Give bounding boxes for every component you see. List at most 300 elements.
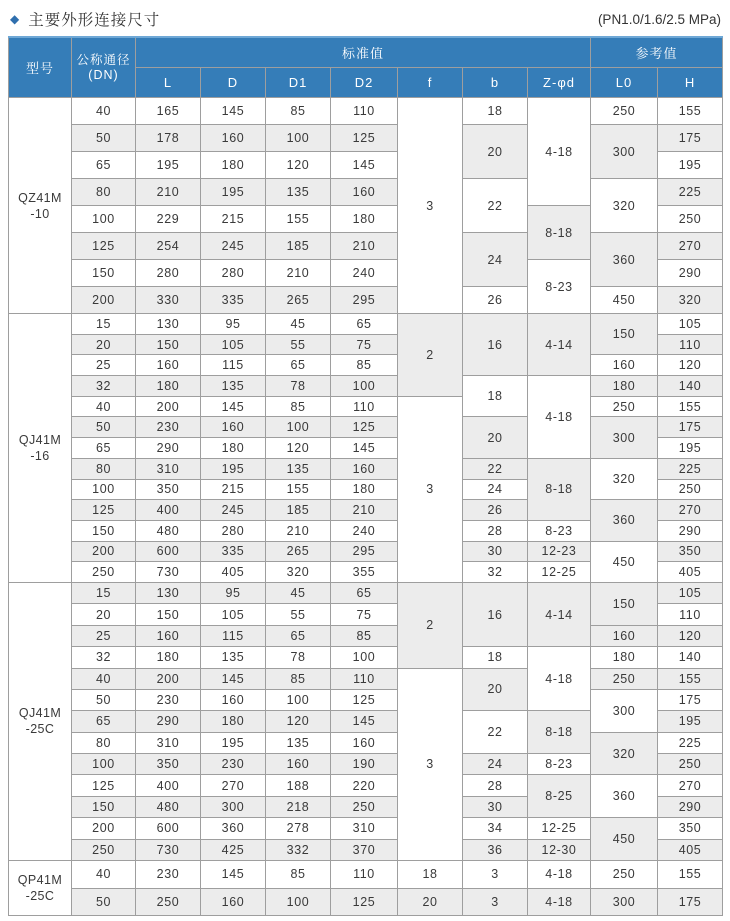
d-cell: 360 [201,818,266,839]
d1-cell: 100 [266,888,331,916]
d2-cell: 190 [331,754,398,775]
h-cell: 270 [658,233,723,260]
b-cell: 18 [463,98,528,125]
d1-cell: 135 [266,732,331,753]
l0-cell: 150 [591,314,658,355]
h-cell: 110 [658,604,723,625]
dn-cell: 25 [72,625,136,646]
f-cell: 2 [398,314,463,397]
z-cell: 8-18 [528,711,591,754]
model-line2: -25C [25,722,55,737]
header-reference-group: 参考值 [591,37,723,68]
d1-cell: 100 [266,125,331,152]
h-cell: 120 [658,625,723,646]
l-cell: 200 [136,668,201,689]
dn-cell: 125 [72,233,136,260]
d-cell: 145 [201,668,266,689]
l-cell: 150 [136,604,201,625]
l0-cell: 300 [591,417,658,458]
d-cell: 95 [201,314,266,335]
d2-cell: 125 [331,888,398,916]
z-cell: 12-25 [528,562,591,583]
table-row [9,861,723,889]
d1-cell: 265 [266,541,331,562]
h-cell: 195 [658,711,723,732]
dn-cell: 100 [72,479,136,500]
d2-cell: 295 [331,287,398,314]
d2-cell: 125 [331,689,398,710]
d2-cell: 160 [331,458,398,479]
dn-cell: 200 [72,287,136,314]
d1-cell: 120 [266,438,331,459]
d-cell: 135 [201,647,266,668]
l-cell: 350 [136,754,201,775]
header-model: 型号 [9,37,72,98]
b-cell: 30 [463,541,528,562]
l0-cell: 160 [591,355,658,376]
d2-cell: 85 [331,355,398,376]
d-cell: 280 [201,520,266,541]
l-cell: 180 [136,376,201,397]
z-cell: 12-25 [528,818,591,839]
l0-cell: 320 [591,458,658,499]
h-cell: 350 [658,541,723,562]
d1-cell: 120 [266,711,331,732]
dn-cell: 80 [72,458,136,479]
table-row [9,376,723,397]
d2-cell: 65 [331,314,398,335]
header-col-d: D [201,68,266,98]
h-cell: 175 [658,125,723,152]
f-cell: 18 [398,861,463,889]
f-cell: 3 [398,668,463,861]
h-cell: 350 [658,818,723,839]
l-cell: 195 [136,152,201,179]
header-dn-line2: (DN) [88,67,119,82]
d-cell: 115 [201,355,266,376]
d2-cell: 180 [331,206,398,233]
d1-cell: 188 [266,775,331,796]
dn-cell: 65 [72,438,136,459]
dn-cell: 80 [72,732,136,753]
l-cell: 230 [136,417,201,438]
table-row [9,98,723,125]
dn-cell: 200 [72,541,136,562]
d-cell: 405 [201,562,266,583]
l0-cell: 450 [591,818,658,861]
d-cell: 335 [201,541,266,562]
l-cell: 210 [136,179,201,206]
z-cell: 4-18 [528,98,591,206]
l-cell: 480 [136,520,201,541]
d2-cell: 110 [331,861,398,889]
z-cell: 4-18 [528,647,591,711]
dn-cell: 40 [72,396,136,417]
table-row [9,500,723,521]
table-row [9,582,723,603]
d-cell: 195 [201,179,266,206]
table-row [9,287,723,314]
h-cell: 105 [658,314,723,335]
d1-cell: 320 [266,562,331,583]
table-row [9,668,723,689]
d2-cell: 125 [331,125,398,152]
d-cell: 195 [201,732,266,753]
d1-cell: 55 [266,334,331,355]
b-cell: 26 [463,287,528,314]
d2-cell: 145 [331,711,398,732]
table-row [9,888,723,916]
dn-cell: 65 [72,152,136,179]
h-cell: 110 [658,334,723,355]
l-cell: 150 [136,334,201,355]
d1-cell: 120 [266,152,331,179]
d1-cell: 78 [266,376,331,397]
l0-cell: 250 [591,861,658,889]
header-col-d2: D2 [331,68,398,98]
l-cell: 130 [136,582,201,603]
model-line2: -10 [30,206,50,221]
table-row [9,458,723,479]
dn-cell: 150 [72,520,136,541]
d2-cell: 210 [331,500,398,521]
b-cell: 20 [463,668,528,711]
h-cell: 175 [658,689,723,710]
d2-cell: 355 [331,562,398,583]
b-cell: 22 [463,458,528,479]
d1-cell: 210 [266,520,331,541]
d2-cell: 110 [331,668,398,689]
model-line1: QJ41M [18,432,62,447]
h-cell: 250 [658,479,723,500]
table-row [9,647,723,668]
d2-cell: 240 [331,260,398,287]
l-cell: 310 [136,458,201,479]
b-cell: 3 [463,888,528,916]
model-line1: QZ41M [18,190,62,205]
d-cell: 105 [201,604,266,625]
d1-cell: 185 [266,500,331,521]
table-row [9,625,723,646]
l-cell: 165 [136,98,201,125]
d-cell: 195 [201,458,266,479]
d2-cell: 85 [331,625,398,646]
b-cell: 18 [463,647,528,668]
b-cell: 18 [463,376,528,417]
b-cell: 26 [463,500,528,521]
l0-cell: 300 [591,689,658,732]
l-cell: 130 [136,314,201,335]
d1-cell: 78 [266,647,331,668]
d1-cell: 45 [266,314,331,335]
d2-cell: 75 [331,604,398,625]
table-row [9,818,723,839]
d1-cell: 265 [266,287,331,314]
d-cell: 230 [201,754,266,775]
d1-cell: 155 [266,206,331,233]
h-cell: 270 [658,500,723,521]
d-cell: 95 [201,582,266,603]
l0-cell: 150 [591,582,658,625]
l-cell: 730 [136,562,201,583]
dn-cell: 50 [72,689,136,710]
d2-cell: 145 [331,152,398,179]
l0-cell: 250 [591,396,658,417]
d1-cell: 135 [266,458,331,479]
l-cell: 600 [136,541,201,562]
d2-cell: 240 [331,520,398,541]
dn-cell: 200 [72,818,136,839]
b-cell: 16 [463,582,528,646]
dn-cell: 50 [72,417,136,438]
h-cell: 225 [658,732,723,753]
l0-cell: 360 [591,775,658,818]
z-cell: 8-23 [528,520,591,541]
l-cell: 330 [136,287,201,314]
model-line2: -16 [30,448,50,463]
dn-cell: 15 [72,314,136,335]
h-cell: 250 [658,754,723,775]
b-cell: 28 [463,520,528,541]
z-cell: 8-25 [528,775,591,818]
l0-cell: 450 [591,541,658,582]
l-cell: 178 [136,125,201,152]
dn-cell: 125 [72,775,136,796]
b-cell: 32 [463,562,528,583]
table-row [9,396,723,417]
h-cell: 175 [658,888,723,916]
d-cell: 135 [201,376,266,397]
diamond-bullet-icon: ◆ [10,12,20,26]
d1-cell: 55 [266,604,331,625]
l-cell: 229 [136,206,201,233]
h-cell: 270 [658,775,723,796]
table-row [9,417,723,438]
z-cell: 8-18 [528,458,591,520]
l-cell: 480 [136,796,201,817]
d1-cell: 185 [266,233,331,260]
d-cell: 180 [201,152,266,179]
l-cell: 250 [136,888,201,916]
d-cell: 280 [201,260,266,287]
d-cell: 180 [201,438,266,459]
l0-cell: 250 [591,98,658,125]
l0-cell: 300 [591,125,658,179]
dn-cell: 65 [72,711,136,732]
table-row [9,775,723,796]
header-dn-line1: 公称通径 [76,52,131,67]
z-cell: 4-18 [528,888,591,916]
dn-cell: 150 [72,260,136,287]
l-cell: 400 [136,500,201,521]
d2-cell: 160 [331,732,398,753]
h-cell: 290 [658,520,723,541]
header-col-f: f [398,68,463,98]
d2-cell: 110 [331,98,398,125]
b-cell: 20 [463,125,528,179]
l-cell: 290 [136,438,201,459]
f-cell: 3 [398,396,463,582]
table-row [9,541,723,562]
dn-cell: 20 [72,334,136,355]
b-cell: 28 [463,775,528,796]
d-cell: 245 [201,500,266,521]
l0-cell: 160 [591,625,658,646]
d1-cell: 65 [266,625,331,646]
d2-cell: 220 [331,775,398,796]
l-cell: 280 [136,260,201,287]
model-line1: QP41M [17,873,63,888]
header-dn [72,37,136,98]
h-cell: 195 [658,152,723,179]
b-cell: 24 [463,754,528,775]
l-cell: 310 [136,732,201,753]
dn-cell: 50 [72,125,136,152]
b-cell: 20 [463,417,528,458]
header-col-d1: D1 [266,68,331,98]
d1-cell: 85 [266,668,331,689]
h-cell: 195 [658,438,723,459]
h-cell: 290 [658,260,723,287]
titlebar [0,0,730,36]
f-cell: 20 [398,888,463,916]
d1-cell: 135 [266,179,331,206]
d1-cell: 65 [266,355,331,376]
d2-cell: 110 [331,396,398,417]
h-cell: 155 [658,861,723,889]
d2-cell: 65 [331,582,398,603]
d1-cell: 155 [266,479,331,500]
dn-cell: 32 [72,647,136,668]
l0-cell: 180 [591,647,658,668]
d-cell: 270 [201,775,266,796]
z-cell: 4-18 [528,861,591,889]
d-cell: 105 [201,334,266,355]
dn-cell: 50 [72,888,136,916]
header-col-z: Z-φd [528,68,591,98]
model-cell [9,582,72,860]
l0-cell: 360 [591,233,658,287]
d1-cell: 85 [266,98,331,125]
d1-cell: 100 [266,689,331,710]
table-row [9,233,723,260]
h-cell: 155 [658,668,723,689]
model-line1: QJ41M [18,706,62,721]
dn-cell: 40 [72,668,136,689]
table-row [9,125,723,152]
l0-cell: 360 [591,500,658,541]
l0-cell: 250 [591,668,658,689]
l0-cell: 180 [591,376,658,397]
model-line2: -25C [25,889,55,904]
header-col-l0: L0 [591,68,658,98]
l-cell: 600 [136,818,201,839]
d2-cell: 250 [331,796,398,817]
d1-cell: 210 [266,260,331,287]
table-row [9,179,723,206]
l-cell: 180 [136,647,201,668]
h-cell: 140 [658,647,723,668]
d-cell: 300 [201,796,266,817]
dn-cell: 32 [72,376,136,397]
page-title-text: 主要外形连接尺寸 [28,12,161,29]
d2-cell: 210 [331,233,398,260]
d-cell: 215 [201,479,266,500]
h-cell: 155 [658,98,723,125]
l-cell: 254 [136,233,201,260]
h-cell: 105 [658,582,723,603]
z-cell: 8-18 [528,206,591,260]
d-cell: 425 [201,839,266,860]
z-cell: 8-23 [528,260,591,314]
b-cell: 22 [463,179,528,233]
header-col-b: b [463,68,528,98]
d2-cell: 295 [331,541,398,562]
l-cell: 230 [136,689,201,710]
pressure-rating-label: (PN1.0/1.6/2.5 MPa) [597,11,721,27]
b-cell: 36 [463,839,528,860]
d2-cell: 100 [331,647,398,668]
header-col-h: H [658,68,723,98]
l-cell: 160 [136,355,201,376]
f-cell: 2 [398,582,463,668]
h-cell: 175 [658,417,723,438]
d-cell: 160 [201,689,266,710]
table-header [9,37,723,98]
h-cell: 320 [658,287,723,314]
z-cell: 8-23 [528,754,591,775]
d-cell: 145 [201,861,266,889]
z-cell: 4-14 [528,314,591,376]
model-cell [9,98,72,314]
l-cell: 290 [136,711,201,732]
l0-cell: 450 [591,287,658,314]
header-col-l: L [136,68,201,98]
d-cell: 180 [201,711,266,732]
d1-cell: 100 [266,417,331,438]
l-cell: 160 [136,625,201,646]
d1-cell: 85 [266,861,331,889]
dn-cell: 100 [72,754,136,775]
l-cell: 200 [136,396,201,417]
table-row [9,689,723,710]
d2-cell: 180 [331,479,398,500]
d-cell: 115 [201,625,266,646]
b-cell: 16 [463,314,528,376]
d-cell: 160 [201,417,266,438]
d1-cell: 85 [266,396,331,417]
table-row [9,732,723,753]
h-cell: 290 [658,796,723,817]
h-cell: 155 [658,396,723,417]
l-cell: 400 [136,775,201,796]
dn-cell: 80 [72,179,136,206]
d-cell: 145 [201,396,266,417]
dn-cell: 125 [72,500,136,521]
h-cell: 120 [658,355,723,376]
d1-cell: 218 [266,796,331,817]
d-cell: 160 [201,125,266,152]
model-cell [9,314,72,583]
dn-cell: 40 [72,861,136,889]
l0-cell: 300 [591,888,658,916]
d2-cell: 160 [331,179,398,206]
dimension-table [8,36,723,916]
table-row [9,314,723,335]
dn-cell: 100 [72,206,136,233]
dn-cell: 250 [72,562,136,583]
d-cell: 335 [201,287,266,314]
